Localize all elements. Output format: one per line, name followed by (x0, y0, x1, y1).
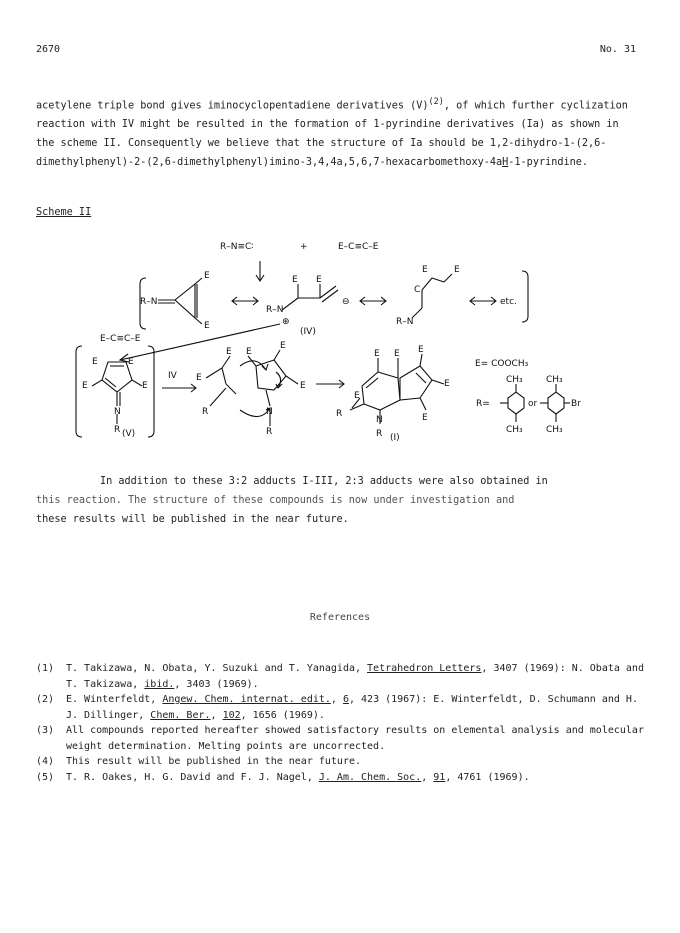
svg-text:⊕: ⊕ (282, 317, 290, 327)
svg-text:E: E (422, 413, 428, 423)
svg-text:R: R (266, 427, 273, 437)
iv-arrow-label: IV (168, 371, 177, 381)
svg-text:E: E (292, 275, 298, 285)
reagent-alkyne: E–C≡C–E (338, 242, 379, 252)
svg-text:C: C (414, 285, 421, 295)
svg-text:R–N: R–N (266, 305, 284, 315)
reaction-scheme-figure (60, 228, 640, 458)
svg-text:E: E (280, 341, 286, 351)
svg-text:N: N (376, 415, 383, 425)
etc-label: etc. (500, 297, 517, 307)
svg-text:R–N: R–N (140, 297, 158, 307)
e-definition: E= COOCH₃ (475, 359, 529, 369)
r-definition: R= (476, 399, 490, 409)
plus-sign: + (300, 242, 308, 252)
svg-text:R: R (336, 409, 343, 419)
svg-text:N: N (266, 407, 273, 417)
svg-text:R: R (376, 429, 383, 439)
paragraph-adducts: In addition to these 3:2 adducts I-III, 2:3 adducts were also obtained in this reaction. The structure of these compounds is now under investigation and these results will be published in the near future. (36, 476, 548, 525)
compound-v-label: (V) (122, 429, 136, 439)
svg-text:E: E (204, 271, 210, 281)
methyl-label: CH₃ (546, 425, 563, 435)
svg-text:E: E (454, 265, 460, 275)
bromo-label: Br (571, 399, 581, 409)
svg-text:E: E (246, 347, 252, 357)
svg-text:E: E (422, 265, 428, 275)
svg-text:E: E (394, 349, 400, 359)
methyl-label: CH₃ (546, 375, 563, 385)
issue-number: No. 31 (599, 44, 636, 55)
svg-text:E: E (300, 381, 306, 391)
references-heading: References (309, 612, 371, 623)
reference-item: (4) This result will be published in the near future. (36, 756, 362, 767)
scheme-label: Scheme II (36, 207, 92, 218)
or-label: or (528, 399, 538, 409)
paragraph-intro: acetylene triple bond gives iminocyclopentadiene derivatives $(V)^{(2)}$, of which further cyclization reaction with IV might be resulted in the formation of 1-pyrindine derivatives (Ia) as shown in the scheme II. Consequently we believe that the structure of Ia should be 1,2-dihydro-1-(2,6-dimethylphenyl)-2-(2,6-dimethylphenyl)imino-3,4,4a,5,6,7-hexacarbomethoxy-4aH-1-pyrindine. (36, 97, 628, 169)
reference-item: (2) E. Winterfeldt, Angew. Chem. internat. edit., 6, 423 (1967): E. Winterfeldt, D. Schumann and H. J. Dillinger, Chem. Ber., 102, 1656 (1969). (36, 694, 638, 721)
svg-text:E: E (418, 345, 424, 355)
svg-text:R–N: R–N (396, 317, 414, 327)
svg-text:E: E (142, 381, 148, 391)
svg-text:E: E (354, 391, 360, 401)
svg-text:E: E (82, 381, 88, 391)
reagent-isocyanide: R–N≡C∶ (220, 242, 254, 252)
svg-text:E: E (316, 275, 322, 285)
page-number: 2670 (36, 44, 61, 55)
svg-text:E: E (196, 373, 202, 383)
svg-text:⊖: ⊖ (342, 297, 350, 307)
methyl-label: CH₃ (506, 375, 523, 385)
reference-item: (1) T. Takizawa, N. Obata, Y. Suzuki and T. Yanagida, Tetrahedron Letters, 3407 (1969): N. Obata and T. Takizawa, ibid., 3403 (1969). (36, 663, 644, 690)
svg-text:E: E (226, 347, 232, 357)
compound-i-label: (I) (390, 433, 400, 443)
svg-text:E: E (374, 349, 380, 359)
svg-text:E: E (92, 357, 98, 367)
compound-iv-label: (IV) (300, 327, 316, 337)
svg-text:E: E (204, 321, 210, 331)
svg-text:N: N (114, 407, 121, 417)
svg-text:E: E (128, 357, 134, 367)
svg-text:R: R (202, 407, 209, 417)
reference-item: (5) T. R. Oakes, H. G. David and F. J. Nagel, J. Am. Chem. Soc., 91, 4761 (1969). (36, 771, 530, 783)
svg-text:R: R (114, 425, 121, 435)
references-list (36, 661, 656, 785)
side-alkyne: E–C≡C–E (100, 334, 141, 344)
reference-item: (3) All compounds reported hereafter showed satisfactory results on elemental analysis and molecular weight determination. Melting points are uncorrected. (36, 725, 644, 752)
svg-text:E: E (444, 379, 450, 389)
methyl-label: CH₃ (506, 425, 523, 435)
